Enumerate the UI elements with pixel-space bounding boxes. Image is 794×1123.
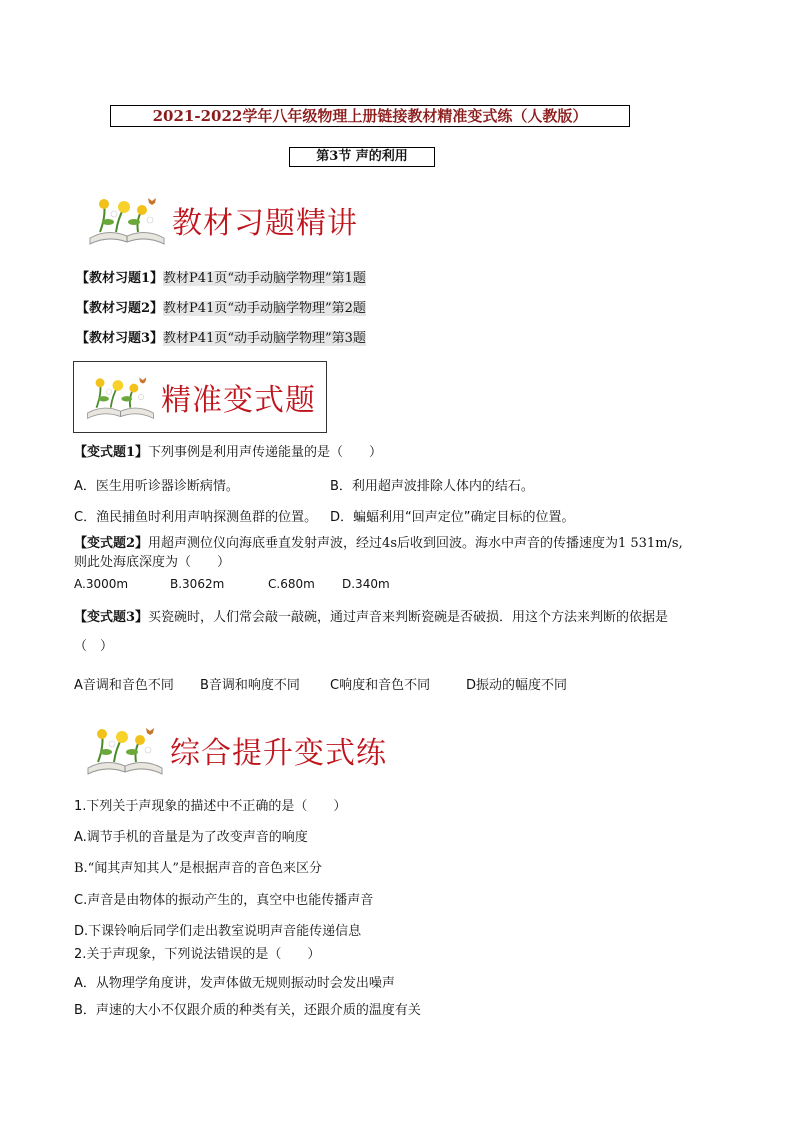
variant-q2-option-c: C.680m [268,577,315,591]
textbook-item-text: 教材P41页“动手动脑学物理”第1题 [163,271,366,286]
variant-q2-stem [74,535,683,553]
banner-comprehensive-label: 综合提升变式练 [170,736,387,771]
variant-q3-stem-cont: （ ） [74,639,114,654]
variant-q3-option-d: D振动的幅度不同 [466,678,568,693]
open-book-flowers-icon [86,192,168,248]
question-text: 买瓷碗时，人们常会敲一敲碗，通过声音来判断瓷碗是否破损．用这个方法来判断的依据是 [148,610,669,625]
variant-q2-stem-cont: 则此处海底深度为（ ） [74,555,231,570]
comp-q1-option-a: A.调节手机的音量是为了改变声音的响度 [74,830,308,845]
textbook-item-tag: 【教材习题2】 [76,301,164,316]
question-tag: 【变式题1】 [74,445,149,460]
textbook-item-3 [76,330,366,348]
comp-q2-option-a: A．从物理学角度讲，发声体做无规则振动时会发出噪声 [74,976,395,991]
variant-q1-option-c: C．渔民捕鱼时利用声呐探测鱼群的位置。 [74,510,318,525]
comp-q2-option-b: B．声速的大小不仅跟介质的种类有关，还跟介质的温度有关 [74,1003,421,1018]
question-text: 下列事例是利用声传递能量的是（ ） [148,445,383,460]
textbook-item-tag: 【教材习题3】 [76,331,164,346]
variant-q1-option-b: B．利用超声波排除人体内的结石。 [330,479,534,494]
variant-q3-option-a: A音调和音色不同 [74,678,174,693]
comp-q1-option-c: C.声音是由物体的振动产生的，真空中也能传播声音 [74,893,374,908]
textbook-item-1 [76,270,366,288]
comp-q2-stem: 2.关于声现象，下列说法错误的是（ ） [74,947,321,962]
question-tag: 【变式题2】 [74,536,149,551]
banner-textbook [86,192,358,248]
banner-textbook-label: 教材习题精讲 [172,206,358,241]
variant-q1-option-a: A．医生用听诊器诊断病情。 [74,479,239,494]
banner-variant [73,361,327,433]
banner-comprehensive [84,722,387,778]
variant-q1-stem [74,444,382,462]
textbook-item-2 [76,300,366,318]
variant-q2-option-a: A.3000m [74,577,129,591]
open-book-flowers-icon [84,369,157,425]
variant-q2-option-b: B.3062m [170,577,225,591]
section-title: 第3节 声的利用 [289,147,435,167]
textbook-item-tag: 【教材习题1】 [76,271,164,286]
textbook-item-text: 教材P41页“动手动脑学物理”第3题 [163,331,366,346]
document-title: 2021-2022学年八年级物理上册链接教材精准变式练（人教版） [110,105,630,127]
variant-q3-option-c: C响度和音色不同 [330,678,431,693]
open-book-flowers-icon [84,722,166,778]
comp-q1-stem: 1.下列关于声现象的描述中不正确的是（ ） [74,799,347,814]
variant-q2-option-d: D.340m [342,577,390,591]
variant-q1-option-d: D．蝙蝠利用“回声定位”确定目标的位置。 [330,510,575,525]
question-tag: 【变式题3】 [74,610,149,625]
variant-q3-stem [74,609,668,627]
comp-q1-option-b: B.“闻其声知其人”是根据声音的音色来区分 [74,861,322,876]
comp-q1-option-d: D.下课铃响后同学们走出教室说明声音能传递信息 [74,924,362,939]
banner-variant-label: 精准变式题 [161,383,316,418]
textbook-item-text: 教材P41页“动手动脑学物理”第2题 [163,301,366,316]
question-text: 用超声测位仪向海底垂直发射声波，经过4s后收到回波。海水中声音的传播速度为1 531m/s, [148,536,683,551]
variant-q3-option-b: B音调和响度不同 [200,678,300,693]
